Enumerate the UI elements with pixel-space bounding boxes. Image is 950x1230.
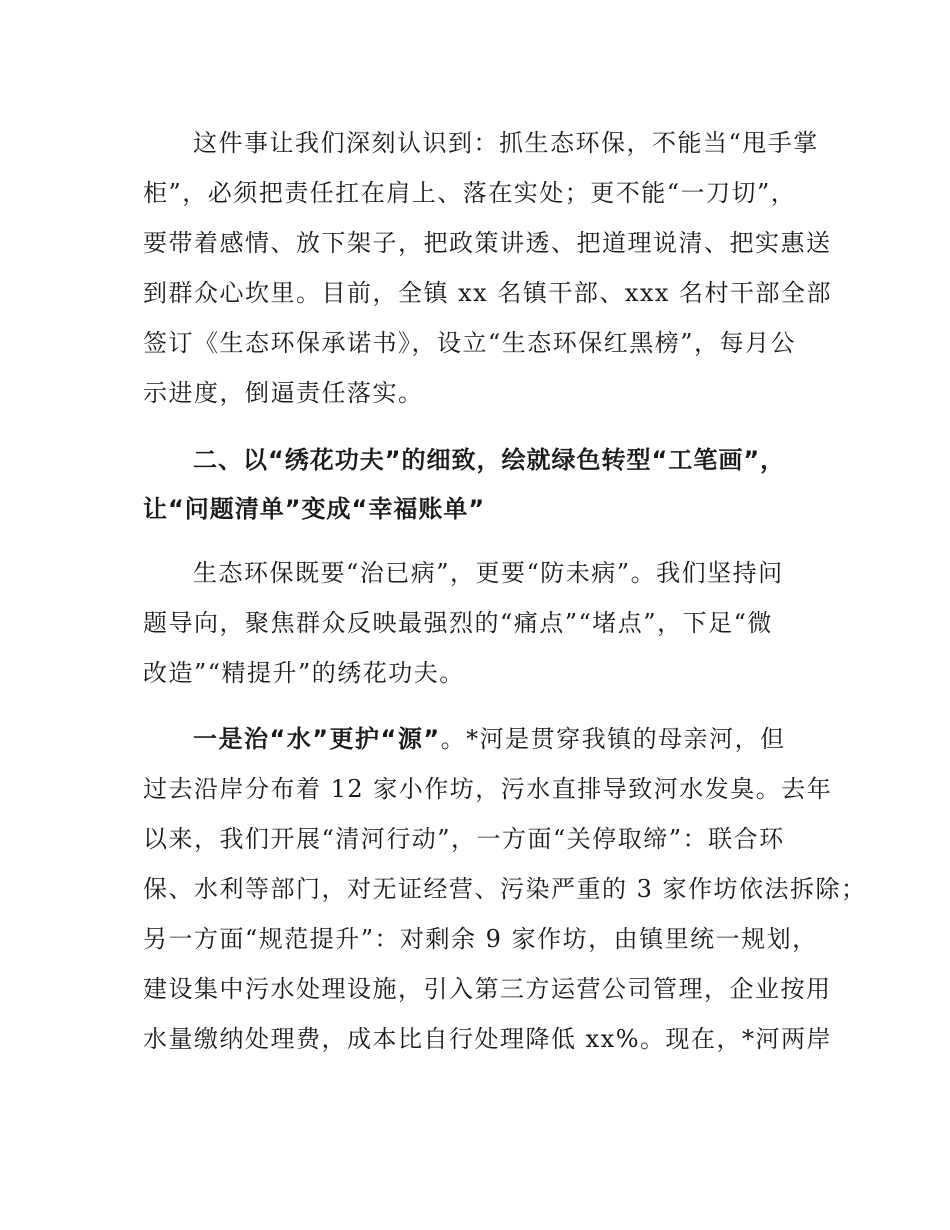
paragraph-3-line: 另一方面“规范提升”：对剩余 9 家作坊，由镇里统一规划， (143, 925, 818, 953)
paragraph-2-line: 生态环保既要“治已病”，更要“防未病”。我们坚持问 (193, 559, 784, 587)
paragraph-1-line: 签订《生态环保承诺书》，设立“生态环保红黑榜”，每月公 (143, 329, 797, 357)
paragraph-1-line: 要带着感情、放下架子，把政策讲透、把道理说清、把实惠送 (143, 229, 832, 257)
section-heading: 让“问题清单”变成“幸福账单” (143, 495, 486, 523)
paragraph-1-line: 示进度，倒逼责任落实。 (143, 379, 424, 407)
paragraph-3-lead: 一是治“水”更护“源” (193, 725, 441, 753)
paragraph-3-line: 水量缴纳处理费，成本比自行处理降低 xx%。现在，*河两岸 (143, 1025, 833, 1053)
paragraph-3-line: 保、水利等部门，对无证经营、污染严重的 3 家作坊依法拆除； (143, 875, 867, 903)
paragraph-3-line: 以来，我们开展“清河行动”，一方面“关停取缔”：联合环 (143, 825, 785, 853)
paragraph-1-line: 柜”，必须把责任扛在肩上、落在实处；更不能“一刀切”， (143, 179, 797, 207)
paragraph-3-first-rest: 。*河是贯穿我镇的母亲河，但 (440, 725, 786, 753)
paragraph-3-first-line (193, 724, 786, 754)
paragraph-2-line: 题导向，聚焦群众反映最强烈的“痛点”“堵点”，下足“微 (143, 609, 773, 637)
paragraph-1-line: 到群众心坎里。目前，全镇 xx 名镇干部、xxx 名村干部全部 (143, 279, 833, 307)
paragraph-1-line: 这件事让我们深刻认识到：抓生态环保，不能当“甩手掌 (193, 129, 819, 157)
paragraph-3-line: 建设集中污水处理设施，引入第三方运营公司管理，企业按用 (143, 975, 832, 1003)
section-heading: 二、以“绣花功夫”的细致，绘就绿色转型“工笔画”， (193, 446, 786, 474)
paragraph-2-line: 改造”“精提升”的绣花功夫。 (143, 659, 465, 687)
paragraph-3-line: 过去沿岸分布着 12 家小作坊，污水直排导致河水发臭。去年 (143, 775, 833, 803)
